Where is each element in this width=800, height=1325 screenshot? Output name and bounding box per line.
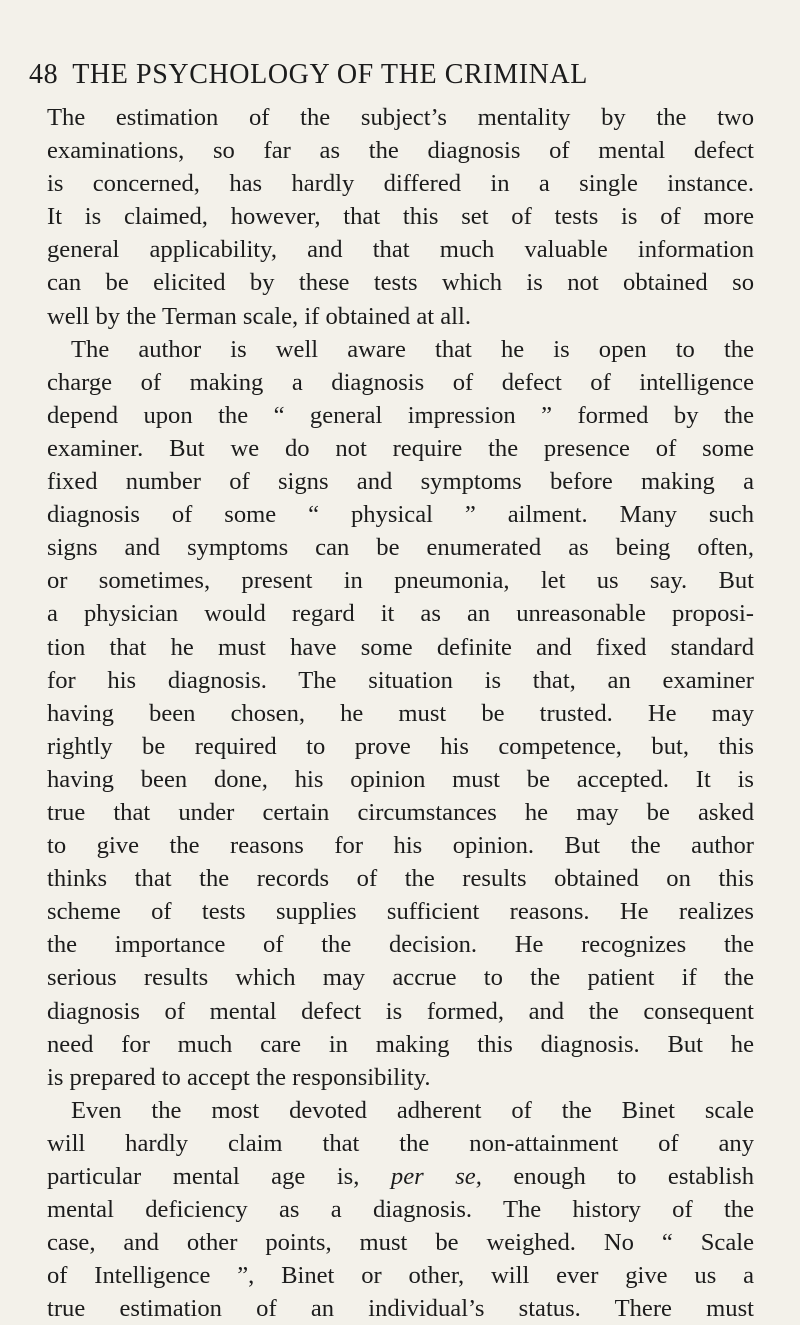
text-line: It is claimed, however, that this set of tests is of more xyxy=(47,203,754,231)
running-title: THE PSYCHOLOGY OF THE CRIMINAL xyxy=(72,59,588,90)
running-header xyxy=(29,58,761,92)
text-line: charge of making a diagnosis of defect of intelligence xyxy=(47,368,754,396)
text-line: need for much care in making this diagnosis. But he xyxy=(47,1030,754,1058)
text-line: signs and symptoms can be enumerated as being often, xyxy=(47,534,754,562)
text-line-with-italic xyxy=(47,1160,754,1193)
text-line: well by the Terman scale, if obtained at all. xyxy=(47,302,471,330)
text-line: for his diagnosis. The situation is that, an examiner xyxy=(47,666,754,694)
text-line: mental deficiency as a diagnosis. The history of the xyxy=(47,1196,754,1224)
text-line: tion that he must have some definite and fixed standard xyxy=(47,633,754,661)
text-line: general applicability, and that much valuable information xyxy=(47,236,754,264)
text-line: scheme of tests supplies sufficient reasons. He realizes xyxy=(47,898,754,926)
text-line: thinks that the records of the results obtained on this xyxy=(47,865,754,893)
text-line: examiner. But we do not require the presence of some xyxy=(47,434,754,462)
paragraph-2 xyxy=(47,333,754,1094)
text-line: diagnosis of mental defect is formed, and the consequent xyxy=(47,997,754,1025)
text-line: The author is well aware that he is open to the xyxy=(71,335,754,363)
text-line: Even the most devoted adherent of the Binet scale xyxy=(71,1096,754,1124)
text-line: fixed number of signs and symptoms before making a xyxy=(47,468,754,496)
page-number: 48 xyxy=(29,59,59,90)
text-line: can be elicited by these tests which is not obtained so xyxy=(47,269,754,297)
text-line: is concerned, has hardly differed in a single instance. xyxy=(47,170,754,198)
text-line: having been chosen, he must be trusted. He may xyxy=(47,699,754,727)
text-line: is prepared to accept the responsibility. xyxy=(47,1063,431,1091)
text-line: the importance of the decision. He recognizes the xyxy=(47,931,754,959)
text-line: or sometimes, present in pneumonia, let us say. But xyxy=(47,567,754,595)
italic-phrase: per se, xyxy=(390,1163,482,1190)
text-line: serious results which may accrue to the patient if the xyxy=(47,964,754,992)
text-line: true estimation of an individual’s status. There must xyxy=(47,1295,754,1323)
text-line: case, and other points, must be weighed. No “ Scale xyxy=(47,1229,754,1257)
body-text xyxy=(47,101,754,1325)
text-line: a physician would regard it as an unreasonable proposi- xyxy=(47,600,754,628)
text-segment: particular mental age is, xyxy=(47,1163,391,1190)
text-line: will hardly claim that the non-attainment of any xyxy=(47,1129,754,1157)
text-line: having been done, his opinion must be accepted. It is xyxy=(47,765,754,793)
text-line: rightly be required to prove his competence, but, this xyxy=(47,732,754,760)
text-line: depend upon the “ general impression ” formed by the xyxy=(47,401,754,429)
text-line: examinations, so far as the diagnosis of mental defect xyxy=(47,137,754,165)
text-line: The estimation of the subject’s mentality by the two xyxy=(47,104,754,131)
text-line: diagnosis of some “ physical ” ailment. Many such xyxy=(47,501,754,529)
paragraph-3 xyxy=(47,1094,754,1325)
text-line: true that under certain circumstances he may be asked xyxy=(47,798,754,826)
text-line: of Intelligence ”, Binet or other, will ever give us a xyxy=(47,1262,754,1290)
text-segment: enough to establish xyxy=(481,1163,754,1190)
text-line: to give the reasons for his opinion. But the author xyxy=(47,832,754,860)
paragraph-1 xyxy=(47,101,754,333)
